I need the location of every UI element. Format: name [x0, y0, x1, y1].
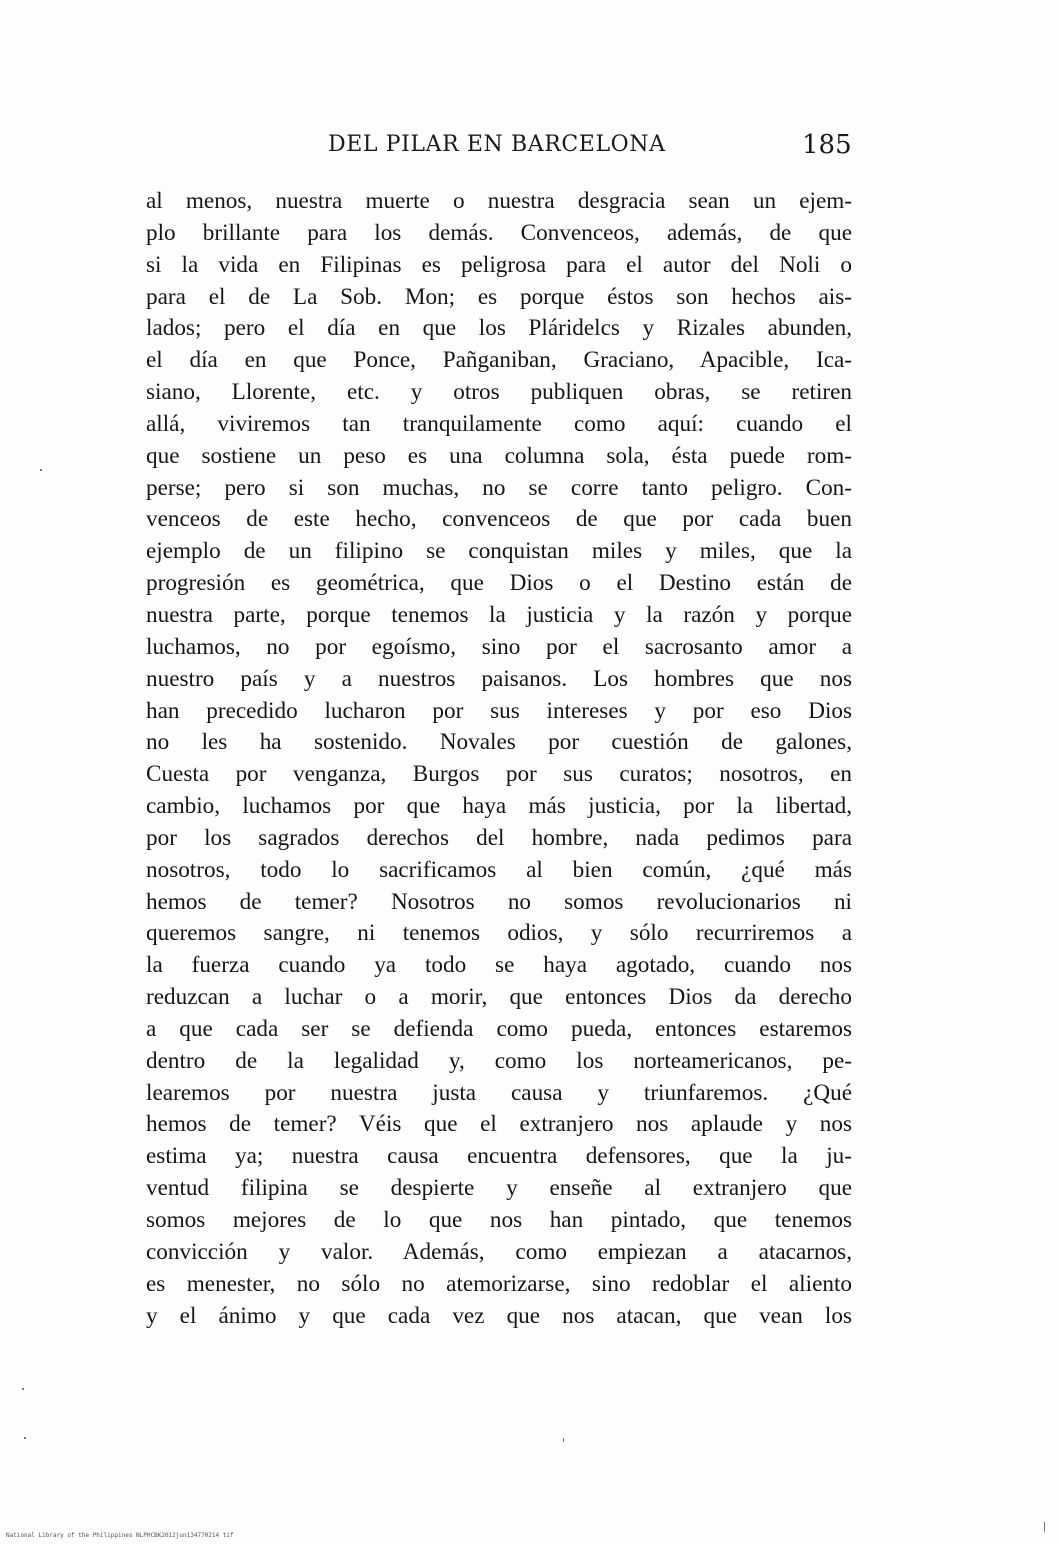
text-line: y el ánimo y que cada vez que nos atacan, que vean los [146, 1302, 852, 1329]
text-line: cambio, luchamos por que haya más justicia, por la libertad, [146, 793, 852, 820]
text-line: es menester, no sólo no atemorizarse, sino redoblar el aliento [146, 1270, 852, 1297]
text-line: ejemplo de un filipino se conquistan miles y miles, que la [146, 538, 852, 565]
scan-speck [40, 469, 42, 471]
text-line: Cuesta por venganza, Burgos por sus curatos; nosotros, en [146, 761, 852, 788]
text-line: reduzcan a luchar o a morir, que entonces Dios da derecho [146, 984, 852, 1011]
text-line: por los sagrados derechos del hombre, nada pedimos para [146, 824, 852, 851]
text-line: no les ha sostenido. Novales por cuestión de galones, [146, 729, 852, 756]
text-line: han precedido lucharon por sus intereses y por eso Dios [146, 697, 852, 724]
text-line: al menos, nuestra muerte o nuestra desgracia sean un ejem- [146, 188, 852, 214]
text-line: hemos de temer? Nosotros no somos revolucionarios ni [146, 888, 852, 915]
text-line: ventud filipina se despierte y enseñe al extranjero que [146, 1175, 852, 1202]
text-line: el día en que Ponce, Pañganiban, Graciano, Apacible, Ica- [146, 347, 852, 374]
text-line: hemos de temer? Véis que el extranjero nos aplaude y nos [146, 1111, 852, 1138]
body-text [146, 186, 852, 1332]
text-line: si la vida en Filipinas es peligrosa para el autor del Noli o [146, 251, 852, 278]
text-line: perse; pero si son muchas, no se corre tanto peligro. Con- [146, 474, 852, 501]
text-line: luchamos, no por egoísmo, sino por el sacrosanto amor a [146, 633, 852, 660]
scan-speck [24, 1437, 26, 1439]
scan-speck [1044, 1522, 1045, 1532]
running-title: DEL PILAR EN BARCELONA [328, 132, 666, 157]
text-line: plo brillante para los demás. Convenceos, además, de que [146, 219, 852, 246]
text-line: nuestro país y a nuestros paisanos. Los hombres que nos [146, 665, 852, 692]
text-line: para el de La Sob. Mon; es porque éstos son hechos ais- [146, 283, 852, 310]
scan-speck [22, 1388, 24, 1390]
text-line: somos mejores de lo que nos han pintado, que tenemos [146, 1207, 852, 1233]
text-line: queremos sangre, ni tenemos odios, y sólo recurriremos a [146, 920, 852, 947]
text-line: learemos por nuestra justa causa y triunfaremos. ¿Qué [146, 1079, 852, 1106]
text-line: nuestra parte, porque tenemos la justicia y la razón y porque [146, 601, 852, 628]
text-line: progresión es geométrica, que Dios o el Destino están de [146, 570, 852, 597]
text-line: lados; pero el día en que los Pláridelcs y Rizales abunden, [146, 315, 852, 342]
text-line: convicción y valor. Además, como empiezan a atacarnos, [146, 1238, 852, 1265]
text-line: dentro de la legalidad y, como los norteamericanos, pe- [146, 1047, 852, 1074]
text-line: nosotros, todo lo sacrificamos al bien común, ¿qué más [146, 856, 852, 883]
text-line: allá, viviremos tan tranquilamente como aquí: cuando el [146, 410, 852, 437]
page-number: 185 [802, 130, 852, 160]
running-head [0, 128, 1061, 168]
text-line: siano, Llorente, etc. y otros publiquen obras, se retiren [146, 379, 852, 406]
scan-speck [563, 1438, 564, 1442]
text-line: estima ya; nuestra causa encuentra defensores, que la ju- [146, 1143, 852, 1170]
text-line: la fuerza cuando ya todo se haya agotado, cuando nos [146, 952, 852, 979]
scan-footer: National Library of the Philippines NLPHCBK2012jun134770214 tif [6, 1532, 234, 1539]
text-line: a que cada ser se defienda como pueda, entonces estaremos [146, 1015, 852, 1042]
text-line: venceos de este hecho, convenceos de que por cada buen [146, 506, 852, 533]
text-line: que sostiene un peso es una columna sola, ésta puede rom- [146, 442, 852, 469]
